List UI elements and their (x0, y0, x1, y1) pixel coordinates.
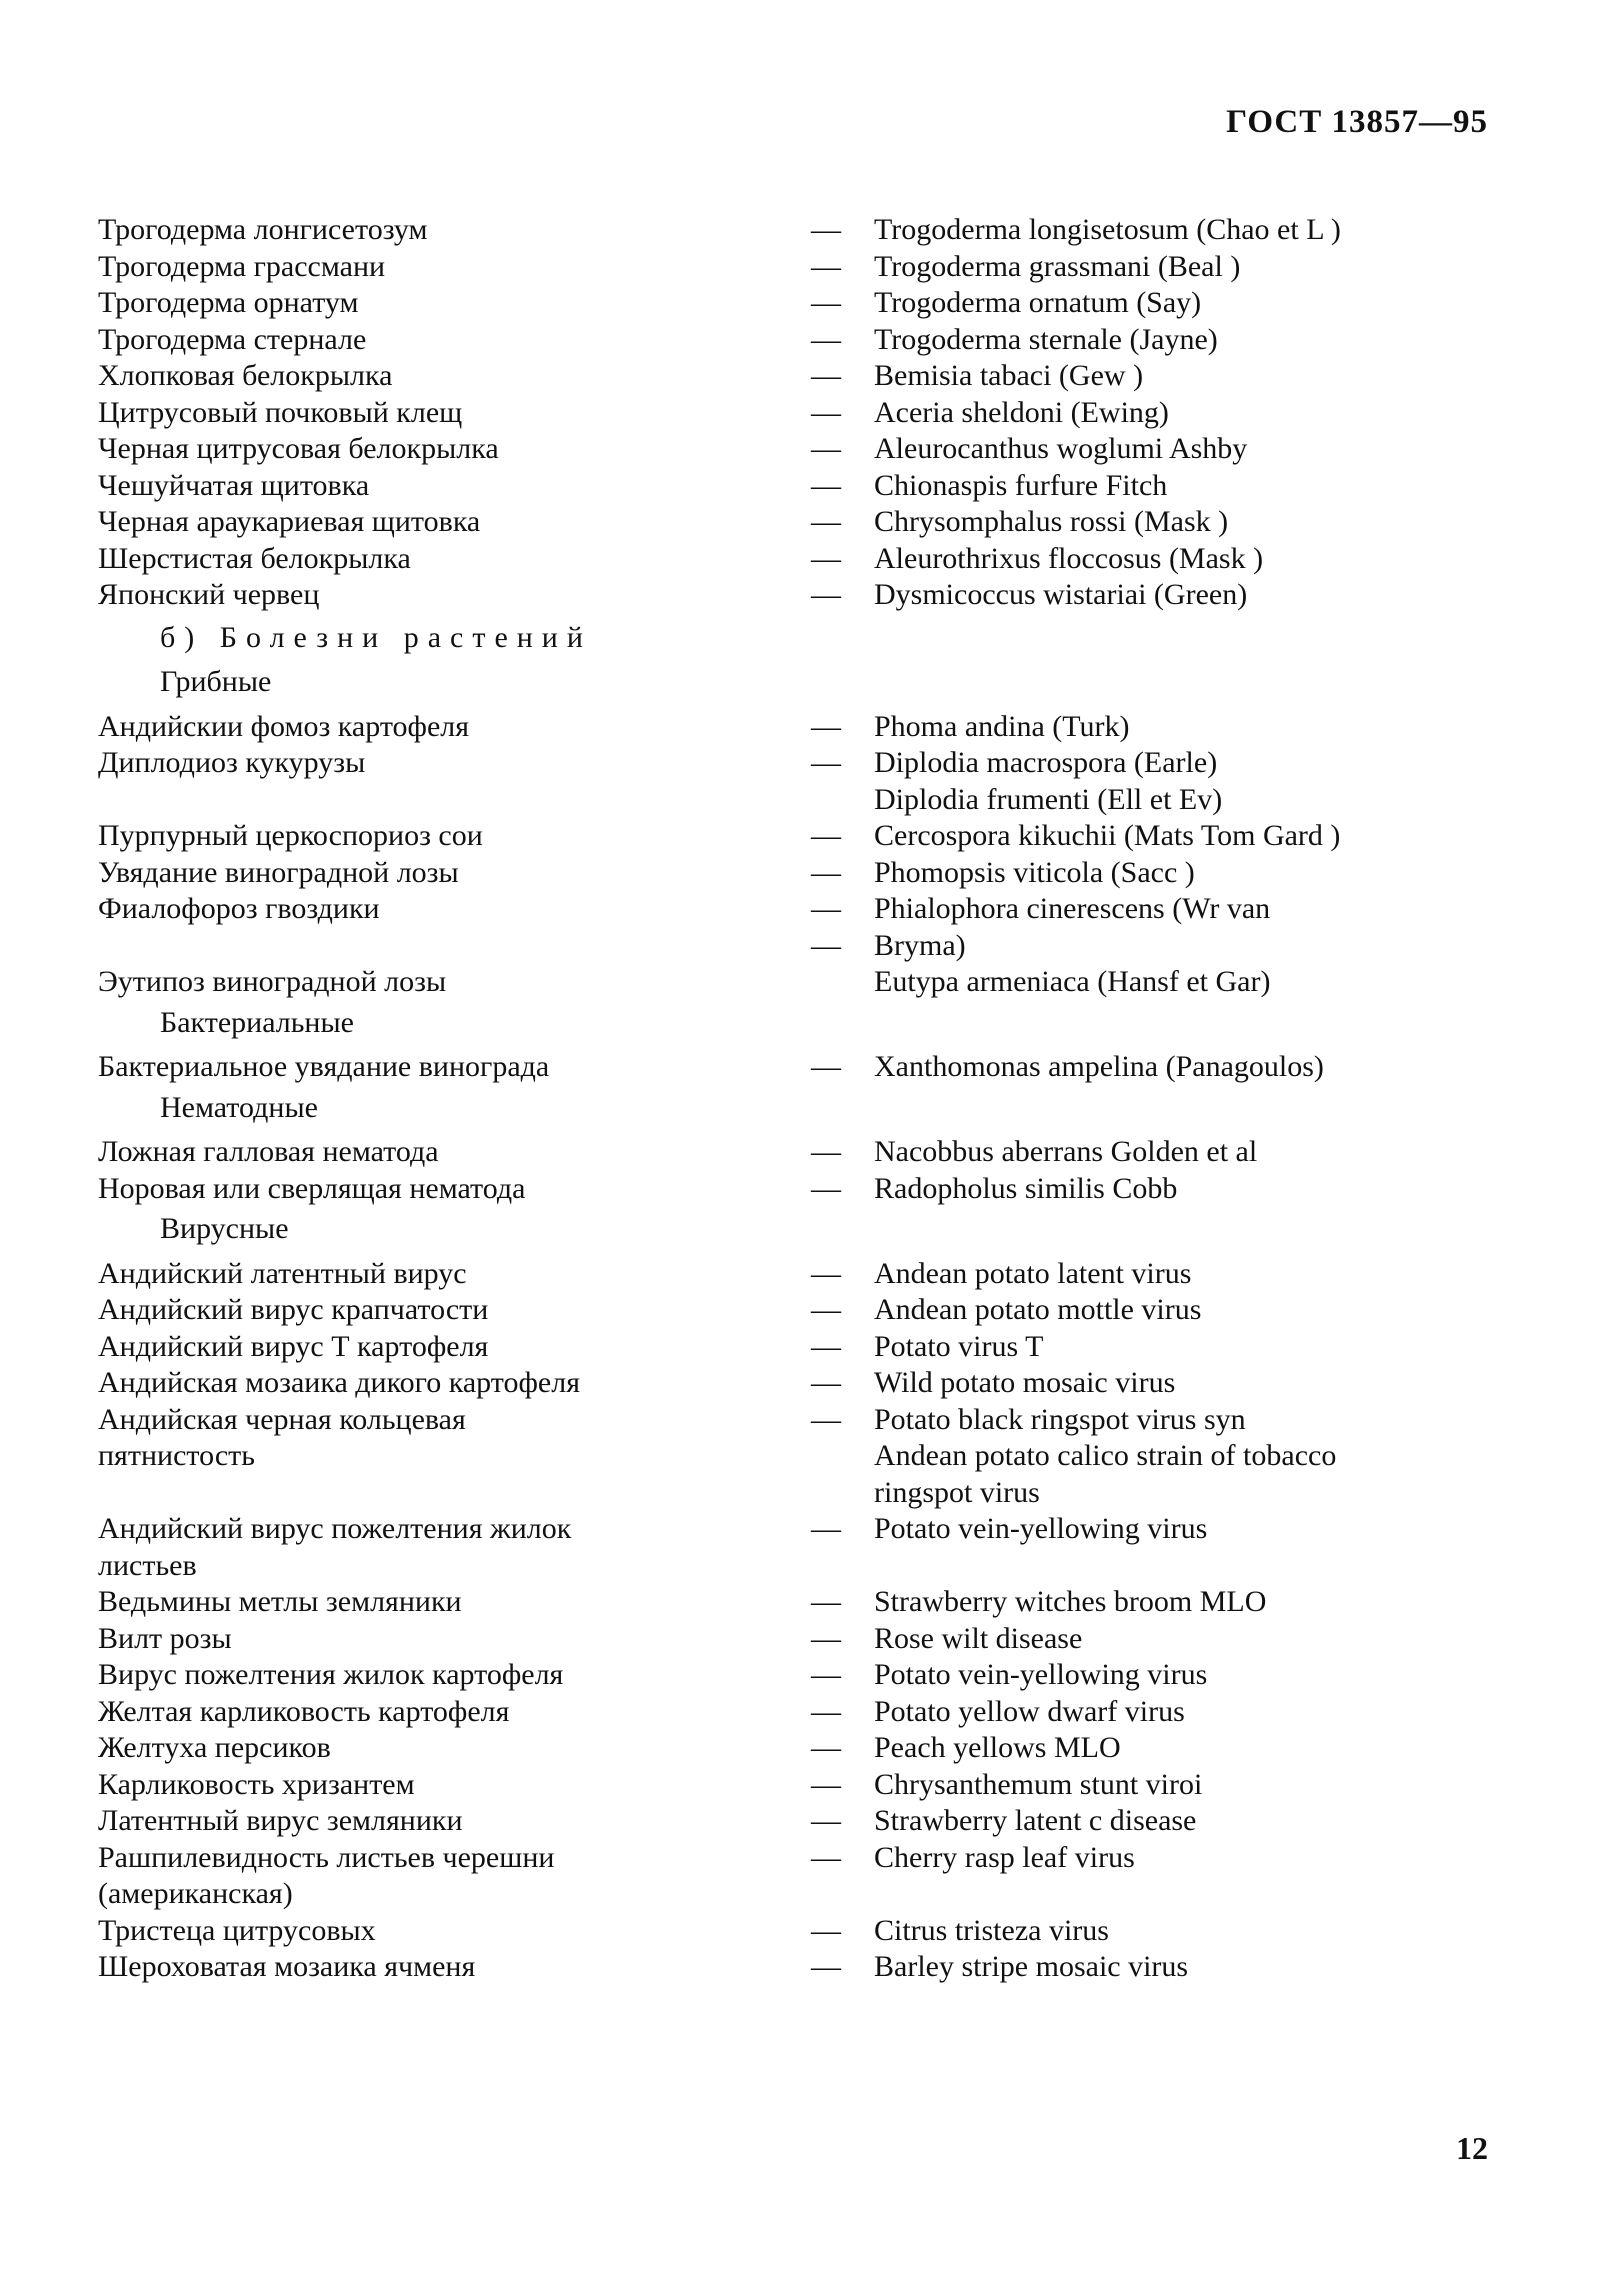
russian-name: Андийскии фомоз картофеля (98, 709, 470, 743)
latin-name: Phialophora cinerescens (Wr van (874, 892, 1271, 925)
table-row (98, 322, 1498, 359)
dash-separator: — (811, 1658, 841, 1691)
table-row (98, 504, 1498, 541)
dash-separator: — (811, 1694, 841, 1728)
russian-name: Черная цитрусовая белокрылка (98, 432, 499, 465)
table-row (98, 709, 1498, 746)
table-row (98, 1803, 1498, 1840)
table-row (98, 249, 1498, 286)
dash-separator: — (811, 709, 841, 743)
table-row (98, 745, 1498, 782)
dash-separator: — (811, 432, 841, 465)
latin-name: Cherry rasp leaf virus (874, 1840, 1135, 1874)
document-header: ГОСТ 13857—95 (1226, 104, 1488, 140)
table-row (98, 577, 1498, 614)
latin-name: Trogoderma ornatum (Say) (874, 286, 1202, 319)
dash-separator: — (811, 1731, 841, 1764)
table-row (98, 212, 1498, 249)
russian-name: Андийский вирус крапчатости (98, 1293, 489, 1326)
latin-name: Rose wilt disease (874, 1621, 1083, 1655)
table-row (98, 1438, 1498, 1475)
russian-name: Черная араукариевая щитовка (98, 505, 481, 538)
table-row (98, 1548, 1498, 1585)
russian-name: Андийская черная кольцевая (98, 1402, 466, 1436)
dash-separator: — (811, 359, 841, 392)
dash-separator: — (811, 505, 841, 538)
latin-name: Strawberry latent c disease (874, 1804, 1197, 1837)
group-heading-fungal: Грибные (160, 665, 272, 698)
dash-separator: — (811, 1767, 841, 1801)
table-row (98, 541, 1498, 578)
latin-name: Andean potato calico strain of tobacco (874, 1439, 1337, 1472)
dash-separator: — (811, 578, 841, 611)
table-row (98, 1621, 1498, 1658)
russian-name: Эутипоз виноградной лозы (98, 965, 447, 998)
russian-name: Андийский вирус Т картофеля (98, 1329, 489, 1363)
group-heading-bacterial: Бактериальные (160, 1005, 354, 1039)
table-row (98, 855, 1498, 892)
dash-separator: — (811, 1585, 841, 1618)
latin-name: Potato black ringspot virus syn (874, 1402, 1246, 1436)
russian-name: Диплодиоз кукурузы (98, 746, 366, 779)
dash-separator: — (811, 1293, 841, 1326)
table-row (98, 431, 1498, 468)
dash-separator: — (811, 213, 841, 246)
dash-separator: — (811, 541, 841, 575)
table-row (98, 1511, 1498, 1548)
latin-name: Trogoderma longisetosum (Chao et L ) (874, 213, 1341, 246)
russian-name: Желтуха персиков (98, 1731, 331, 1764)
latin-name: Barley stripe mosaic virus (874, 1950, 1189, 1983)
section-heading: б) Болезни растений (160, 620, 592, 654)
latin-name: Diplodia macrospora (Earle) (874, 746, 1218, 779)
latin-name: Peach yellows MLO (874, 1731, 1121, 1764)
latin-name: Potato vein-yellowing virus (874, 1512, 1208, 1545)
latin-name: Bryma) (874, 928, 966, 962)
table-row (98, 891, 1498, 928)
table-row (98, 395, 1498, 432)
russian-name: Увядание виноградной лозы (98, 855, 459, 889)
table-row (98, 1767, 1498, 1804)
russian-name: Тристеца цитрусовых (98, 1913, 376, 1947)
latin-name: Wild potato mosaic virus (874, 1366, 1176, 1399)
pests-table (98, 212, 1498, 614)
russian-name: Андийская мозаика дикого картофеля (98, 1366, 580, 1399)
table-row (98, 818, 1498, 855)
dash-separator: — (811, 1402, 841, 1436)
russian-name: Желтая карликовость картофеля (98, 1694, 510, 1728)
latin-name: Xanthomonas ampelina (Panagoulos) (874, 1050, 1324, 1083)
dash-separator: — (811, 1171, 841, 1205)
dash-separator: — (811, 1621, 841, 1655)
russian-name: Шерстистая белокрылка (98, 541, 411, 575)
latin-name: Chrysanthemum stunt viroi (874, 1767, 1203, 1801)
latin-name: Phoma andina (Turk) (874, 709, 1130, 743)
dash-separator: — (811, 892, 841, 925)
latin-name: Dysmicoccus wistariai (Green) (874, 578, 1248, 611)
latin-name: Andean potato latent virus (874, 1256, 1192, 1290)
dash-separator: — (811, 1840, 841, 1874)
table-row (98, 928, 1498, 965)
latin-name: Potato yellow dwarf virus (874, 1694, 1185, 1728)
nematode-table (98, 1134, 1498, 1207)
russian-name: Бактериальное увядание винограда (98, 1050, 550, 1083)
russian-name: Латентный вирус земляники (98, 1804, 463, 1837)
table-row (98, 1402, 1498, 1439)
species-list (98, 212, 1498, 1986)
dash-separator: — (811, 1256, 841, 1290)
dash-separator: — (811, 855, 841, 889)
russian-name: Ведьмины метлы земляники (98, 1585, 462, 1618)
latin-name: Potato virus T (874, 1329, 1044, 1363)
fungal-table (98, 709, 1498, 1001)
russian-name: Пурпурный церкоспориоз сои (98, 819, 483, 852)
latin-name: Trogoderma grassmani (Beal ) (874, 249, 1241, 283)
russian-name: Цитрусовый почковый клещ (98, 395, 463, 429)
table-row (98, 1949, 1498, 1986)
page-number: 12 (1456, 2130, 1488, 2166)
russian-name: (американская) (98, 1877, 293, 1910)
table-row (98, 1329, 1498, 1366)
latin-name: ringspot virus (874, 1475, 1040, 1509)
table-row (98, 1730, 1498, 1767)
latin-name: Phomopsis viticola (Sacc ) (874, 855, 1195, 889)
table-row (98, 1913, 1498, 1950)
table-row (98, 1292, 1498, 1329)
table-row (98, 1876, 1498, 1913)
table-row (98, 358, 1498, 395)
russian-name: Вилт розы (98, 1621, 232, 1655)
dash-separator: — (811, 1050, 841, 1083)
russian-name: Чешуйчатая щитовка (98, 468, 370, 502)
latin-name: Nacobbus aberrans Golden et al (874, 1135, 1258, 1168)
dash-separator: — (811, 1804, 841, 1837)
latin-name: Cercospora kikuchii (Mats Tom Gard ) (874, 819, 1341, 852)
table-row (98, 782, 1498, 819)
dash-separator: — (811, 1329, 841, 1363)
group-heading-nematode: Нематодные (160, 1090, 318, 1124)
table-row (98, 1694, 1498, 1731)
dash-separator: — (811, 1135, 841, 1168)
russian-name: Карликовость хризантем (98, 1767, 415, 1801)
table-row (98, 1584, 1498, 1621)
russian-name: Андийский вирус пожелтения жилок (98, 1512, 572, 1545)
russian-name: Норовая или сверлящая нематода (98, 1171, 526, 1205)
russian-name: Трогодерма орнатум (98, 286, 359, 319)
latin-name: Citrus tristeza virus (874, 1913, 1109, 1947)
table-row (98, 1171, 1498, 1208)
russian-name: Трогодерма грассмани (98, 249, 386, 283)
dash-separator: — (811, 249, 841, 283)
russian-name: Хлопковая белокрылка (98, 359, 393, 392)
russian-name: Фиалофороз гвоздики (98, 892, 380, 925)
latin-name: Radopholus similis Cobb (874, 1171, 1178, 1205)
latin-name: Diplodia frumenti (Ell et Ev) (874, 782, 1223, 816)
dash-separator: — (811, 1366, 841, 1399)
dash-separator: — (811, 1950, 841, 1983)
latin-name: Andean potato mottle virus (874, 1293, 1202, 1326)
dash-separator: — (811, 395, 841, 429)
latin-name: Eutypa armeniaca (Hansf et Gar) (874, 965, 1271, 998)
russian-name: листьев (98, 1548, 197, 1582)
latin-name: Aceria sheldoni (Ewing) (874, 395, 1169, 429)
table-row (98, 964, 1498, 1001)
latin-name: Aleurocanthus woglumi Ashby (874, 432, 1248, 465)
dash-separator: — (811, 1512, 841, 1545)
latin-name: Chionaspis furfure Fitch (874, 468, 1168, 502)
group-heading-viral: Вирусные (160, 1212, 289, 1245)
latin-name: Trogoderma sternale (Jayne) (874, 322, 1218, 356)
table-row (98, 1365, 1498, 1402)
russian-name: пятнистость (98, 1439, 255, 1472)
table-row (98, 468, 1498, 505)
dash-separator: — (811, 468, 841, 502)
table-row (98, 1475, 1498, 1512)
bacterial-table (98, 1049, 1498, 1086)
latin-name: Aleurothrixus floccosus (Mask ) (874, 541, 1264, 575)
dash-separator: — (811, 322, 841, 356)
dash-separator: — (811, 928, 841, 962)
russian-name: Вирус пожелтения жилок картофеля (98, 1658, 564, 1691)
russian-name: Шероховатая мозаика ячменя (98, 1950, 476, 1983)
dash-separator: — (811, 1913, 841, 1947)
latin-name: Bemisia tabaci (Gew ) (874, 359, 1144, 392)
russian-name: Японский червец (98, 578, 320, 611)
table-row (98, 1657, 1498, 1694)
latin-name: Potato vein-yellowing virus (874, 1658, 1208, 1691)
russian-name: Ложная галловая нематода (98, 1135, 439, 1168)
russian-name: Трогодерма лонгисетозум (98, 213, 428, 246)
viral-table (98, 1256, 1498, 1986)
russian-name: Андийский латентный вирус (98, 1256, 467, 1290)
table-row (98, 1840, 1498, 1877)
russian-name: Трогодерма стернале (98, 322, 367, 356)
table-row (98, 285, 1498, 322)
table-row (98, 1256, 1498, 1293)
dash-separator: — (811, 819, 841, 852)
dash-separator: — (811, 746, 841, 779)
russian-name: Рашпилевидность листьев черешни (98, 1840, 555, 1874)
latin-name: Strawberry witches broom MLO (874, 1585, 1267, 1618)
dash-separator: — (811, 286, 841, 319)
latin-name: Chrysomphalus rossi (Mask ) (874, 505, 1229, 538)
table-row (98, 1049, 1498, 1086)
table-row (98, 1134, 1498, 1171)
